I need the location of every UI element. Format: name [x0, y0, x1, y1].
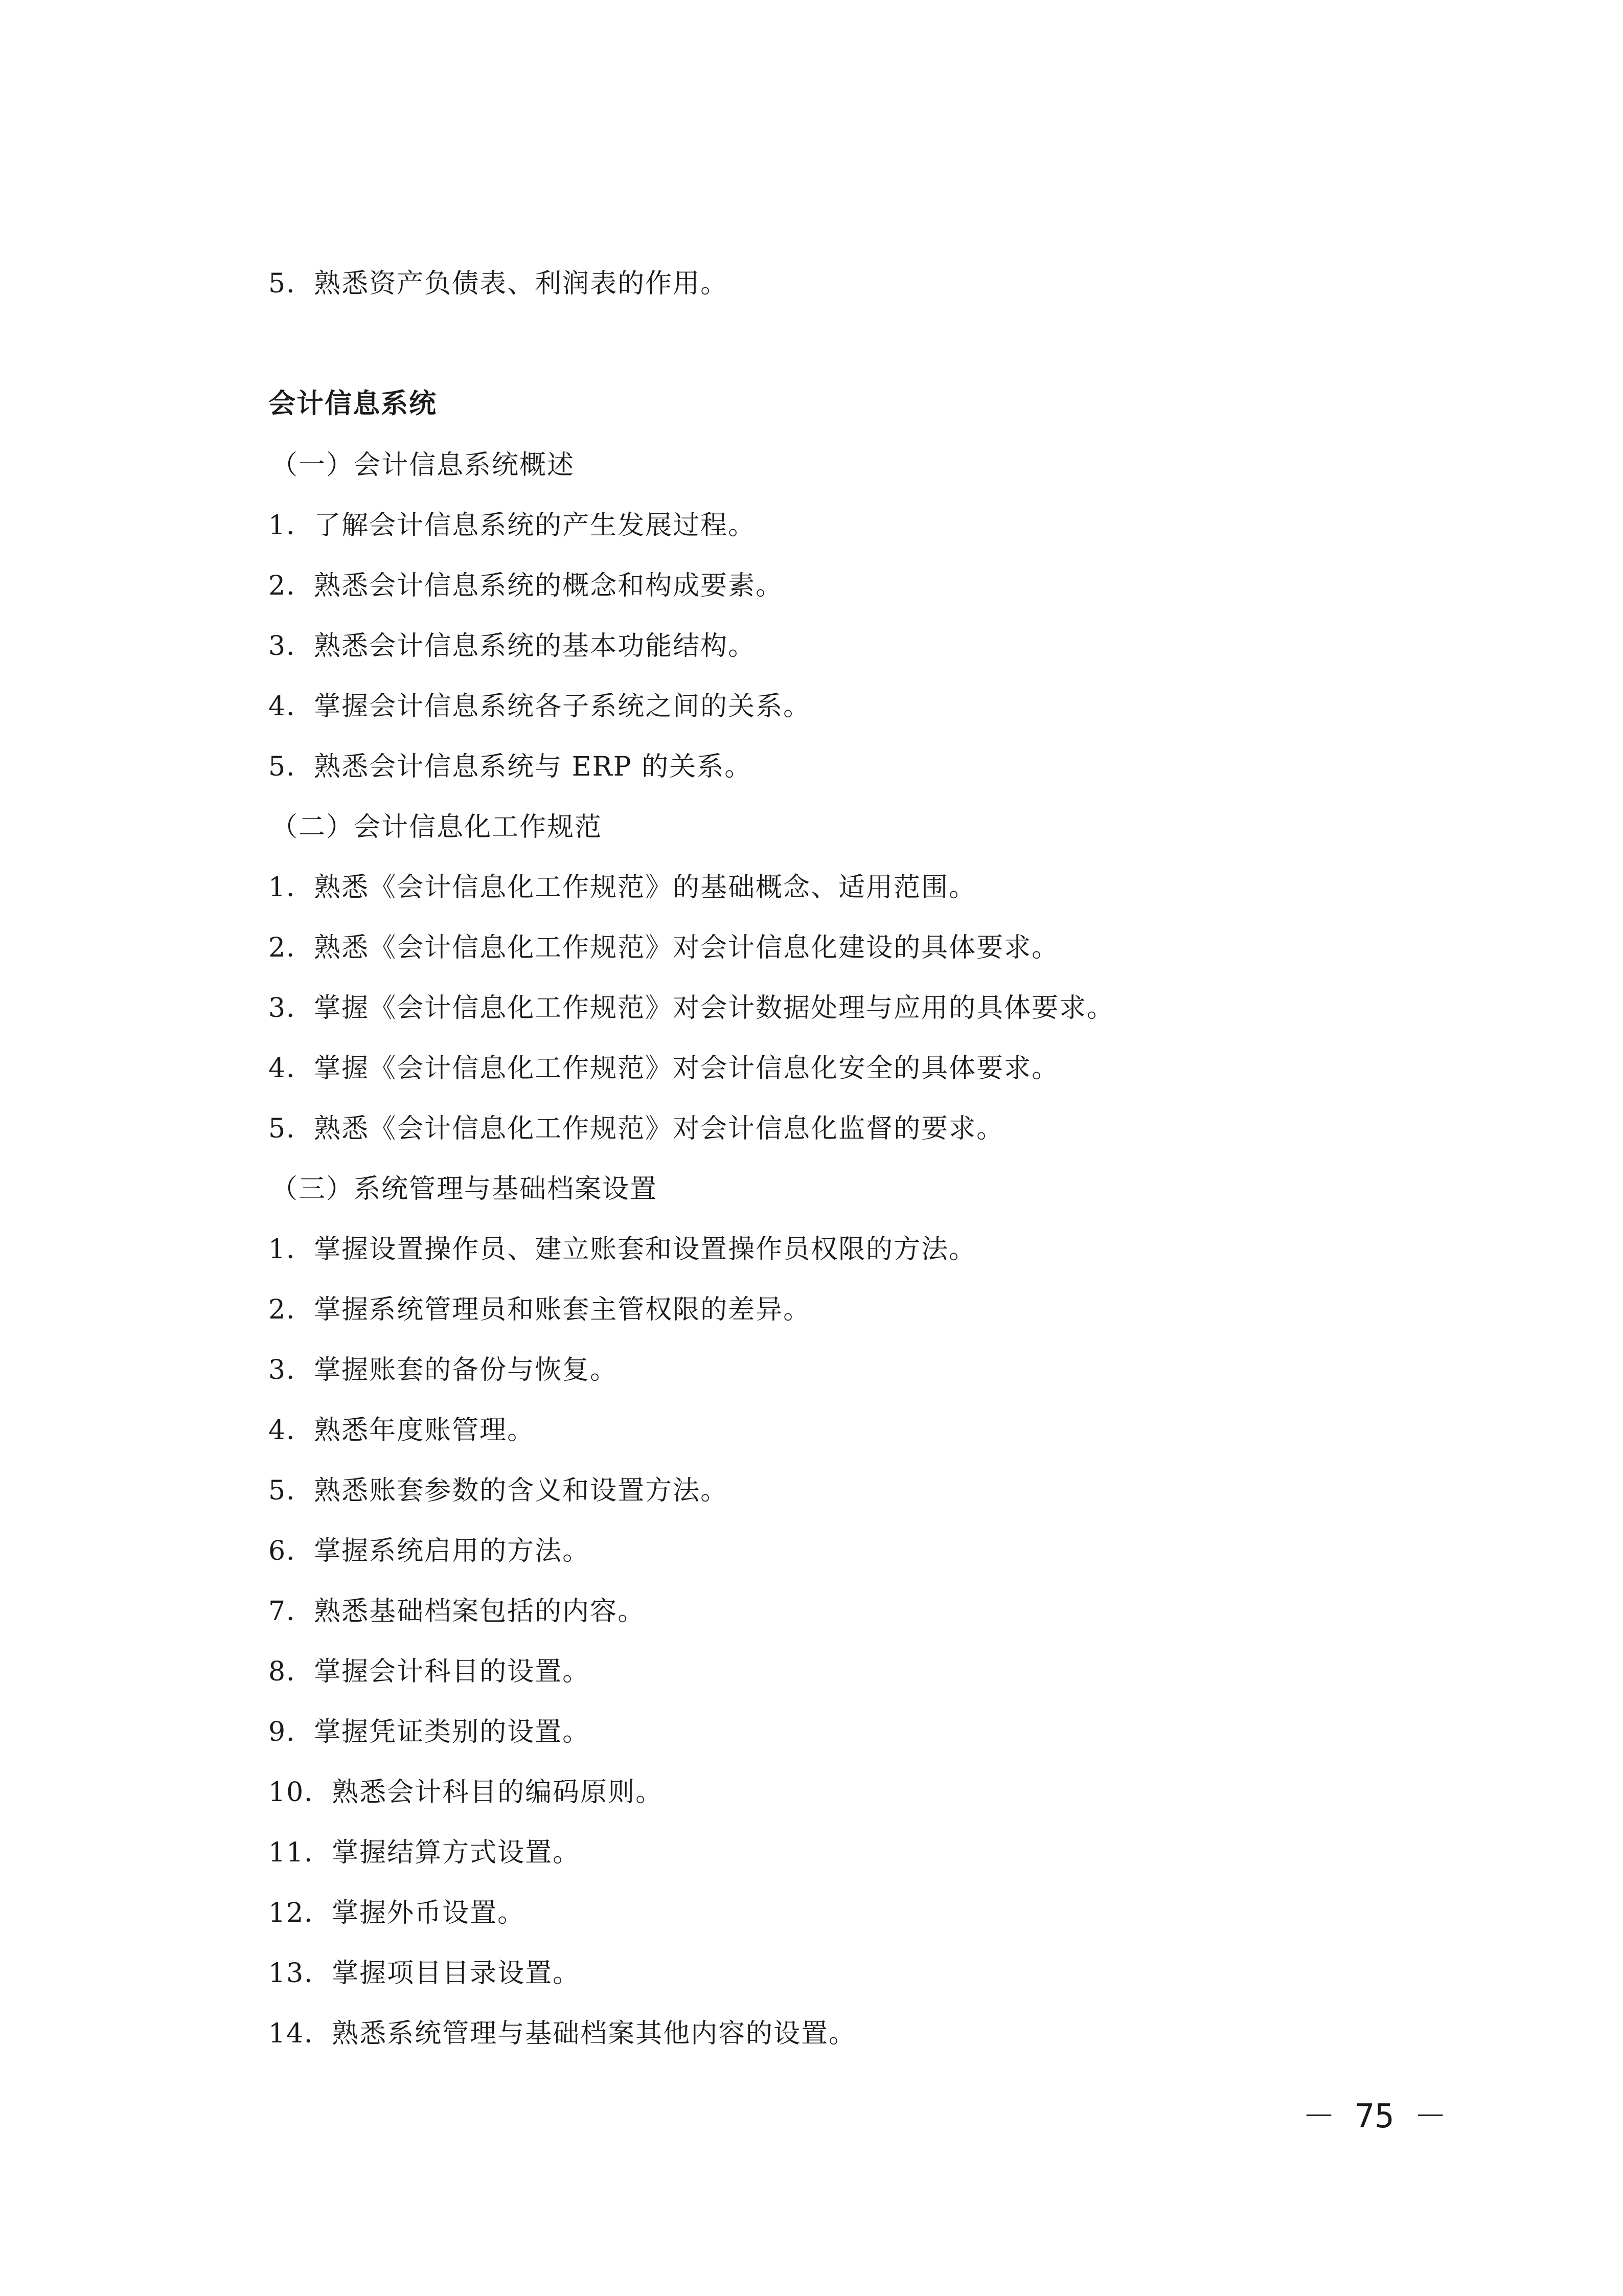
- list-item: 3．熟悉会计信息系统的基本功能结构。: [268, 631, 756, 662]
- list-item: 5．熟悉《会计信息化工作规范》对会计信息化监督的要求。: [268, 1113, 1004, 1144]
- list-item: 9．掌握凭证类别的设置。: [268, 1717, 590, 1747]
- list-item: 3．掌握账套的备份与恢复。: [268, 1355, 618, 1385]
- list-item: 2．熟悉《会计信息化工作规范》对会计信息化建设的具体要求。: [268, 933, 1060, 963]
- list-item: 3．掌握《会计信息化工作规范》对会计数据处理与应用的具体要求。: [268, 993, 1115, 1024]
- subsection-heading-2: （二）会计信息化工作规范: [271, 812, 603, 843]
- list-item: 4．熟悉年度账管理。: [268, 1415, 535, 1446]
- list-item: 10．熟悉会计科目的编码原则。: [268, 1777, 664, 1808]
- list-item: 1．了解会计信息系统的产生发展过程。: [268, 510, 756, 541]
- list-item: 14．熟悉系统管理与基础档案其他内容的设置。: [268, 2018, 857, 2049]
- list-item: 5．熟悉会计信息系统与 ERP 的关系。: [268, 752, 752, 782]
- intro-list-item: 5．熟悉资产负债表、利润表的作用。: [268, 268, 728, 299]
- list-item: 2．熟悉会计信息系统的概念和构成要素。: [268, 571, 784, 601]
- list-item: 8．掌握会计科目的设置。: [268, 1656, 590, 1687]
- section-title: 会计信息系统: [268, 388, 437, 419]
- list-item: 1．熟悉《会计信息化工作规范》的基础概念、适用范围。: [268, 872, 977, 903]
- list-item: 11．掌握结算方式设置。: [268, 1837, 581, 1868]
- list-item: 7．熟悉基础档案包括的内容。: [268, 1596, 646, 1627]
- subsection-heading-3: （三）系统管理与基础档案设置: [271, 1174, 658, 1204]
- list-item: 5．熟悉账套参数的含义和设置方法。: [268, 1475, 728, 1506]
- subsection-heading-1: （一）会计信息系统概述: [271, 450, 575, 481]
- list-item: 4．掌握《会计信息化工作规范》对会计信息化安全的具体要求。: [268, 1053, 1060, 1084]
- list-item: 2．掌握系统管理员和账套主管权限的差异。: [268, 1294, 811, 1325]
- list-item: 4．掌握会计信息系统各子系统之间的关系。: [268, 691, 811, 722]
- list-item: 1．掌握设置操作员、建立账套和设置操作员权限的方法。: [268, 1234, 977, 1265]
- list-item: 6．掌握系统启用的方法。: [268, 1536, 590, 1566]
- list-item: 13．掌握项目目录设置。: [268, 1958, 581, 1989]
- page-number: － 75 －: [1302, 2098, 1447, 2135]
- list-item: 12．掌握外币设置。: [268, 1898, 525, 1928]
